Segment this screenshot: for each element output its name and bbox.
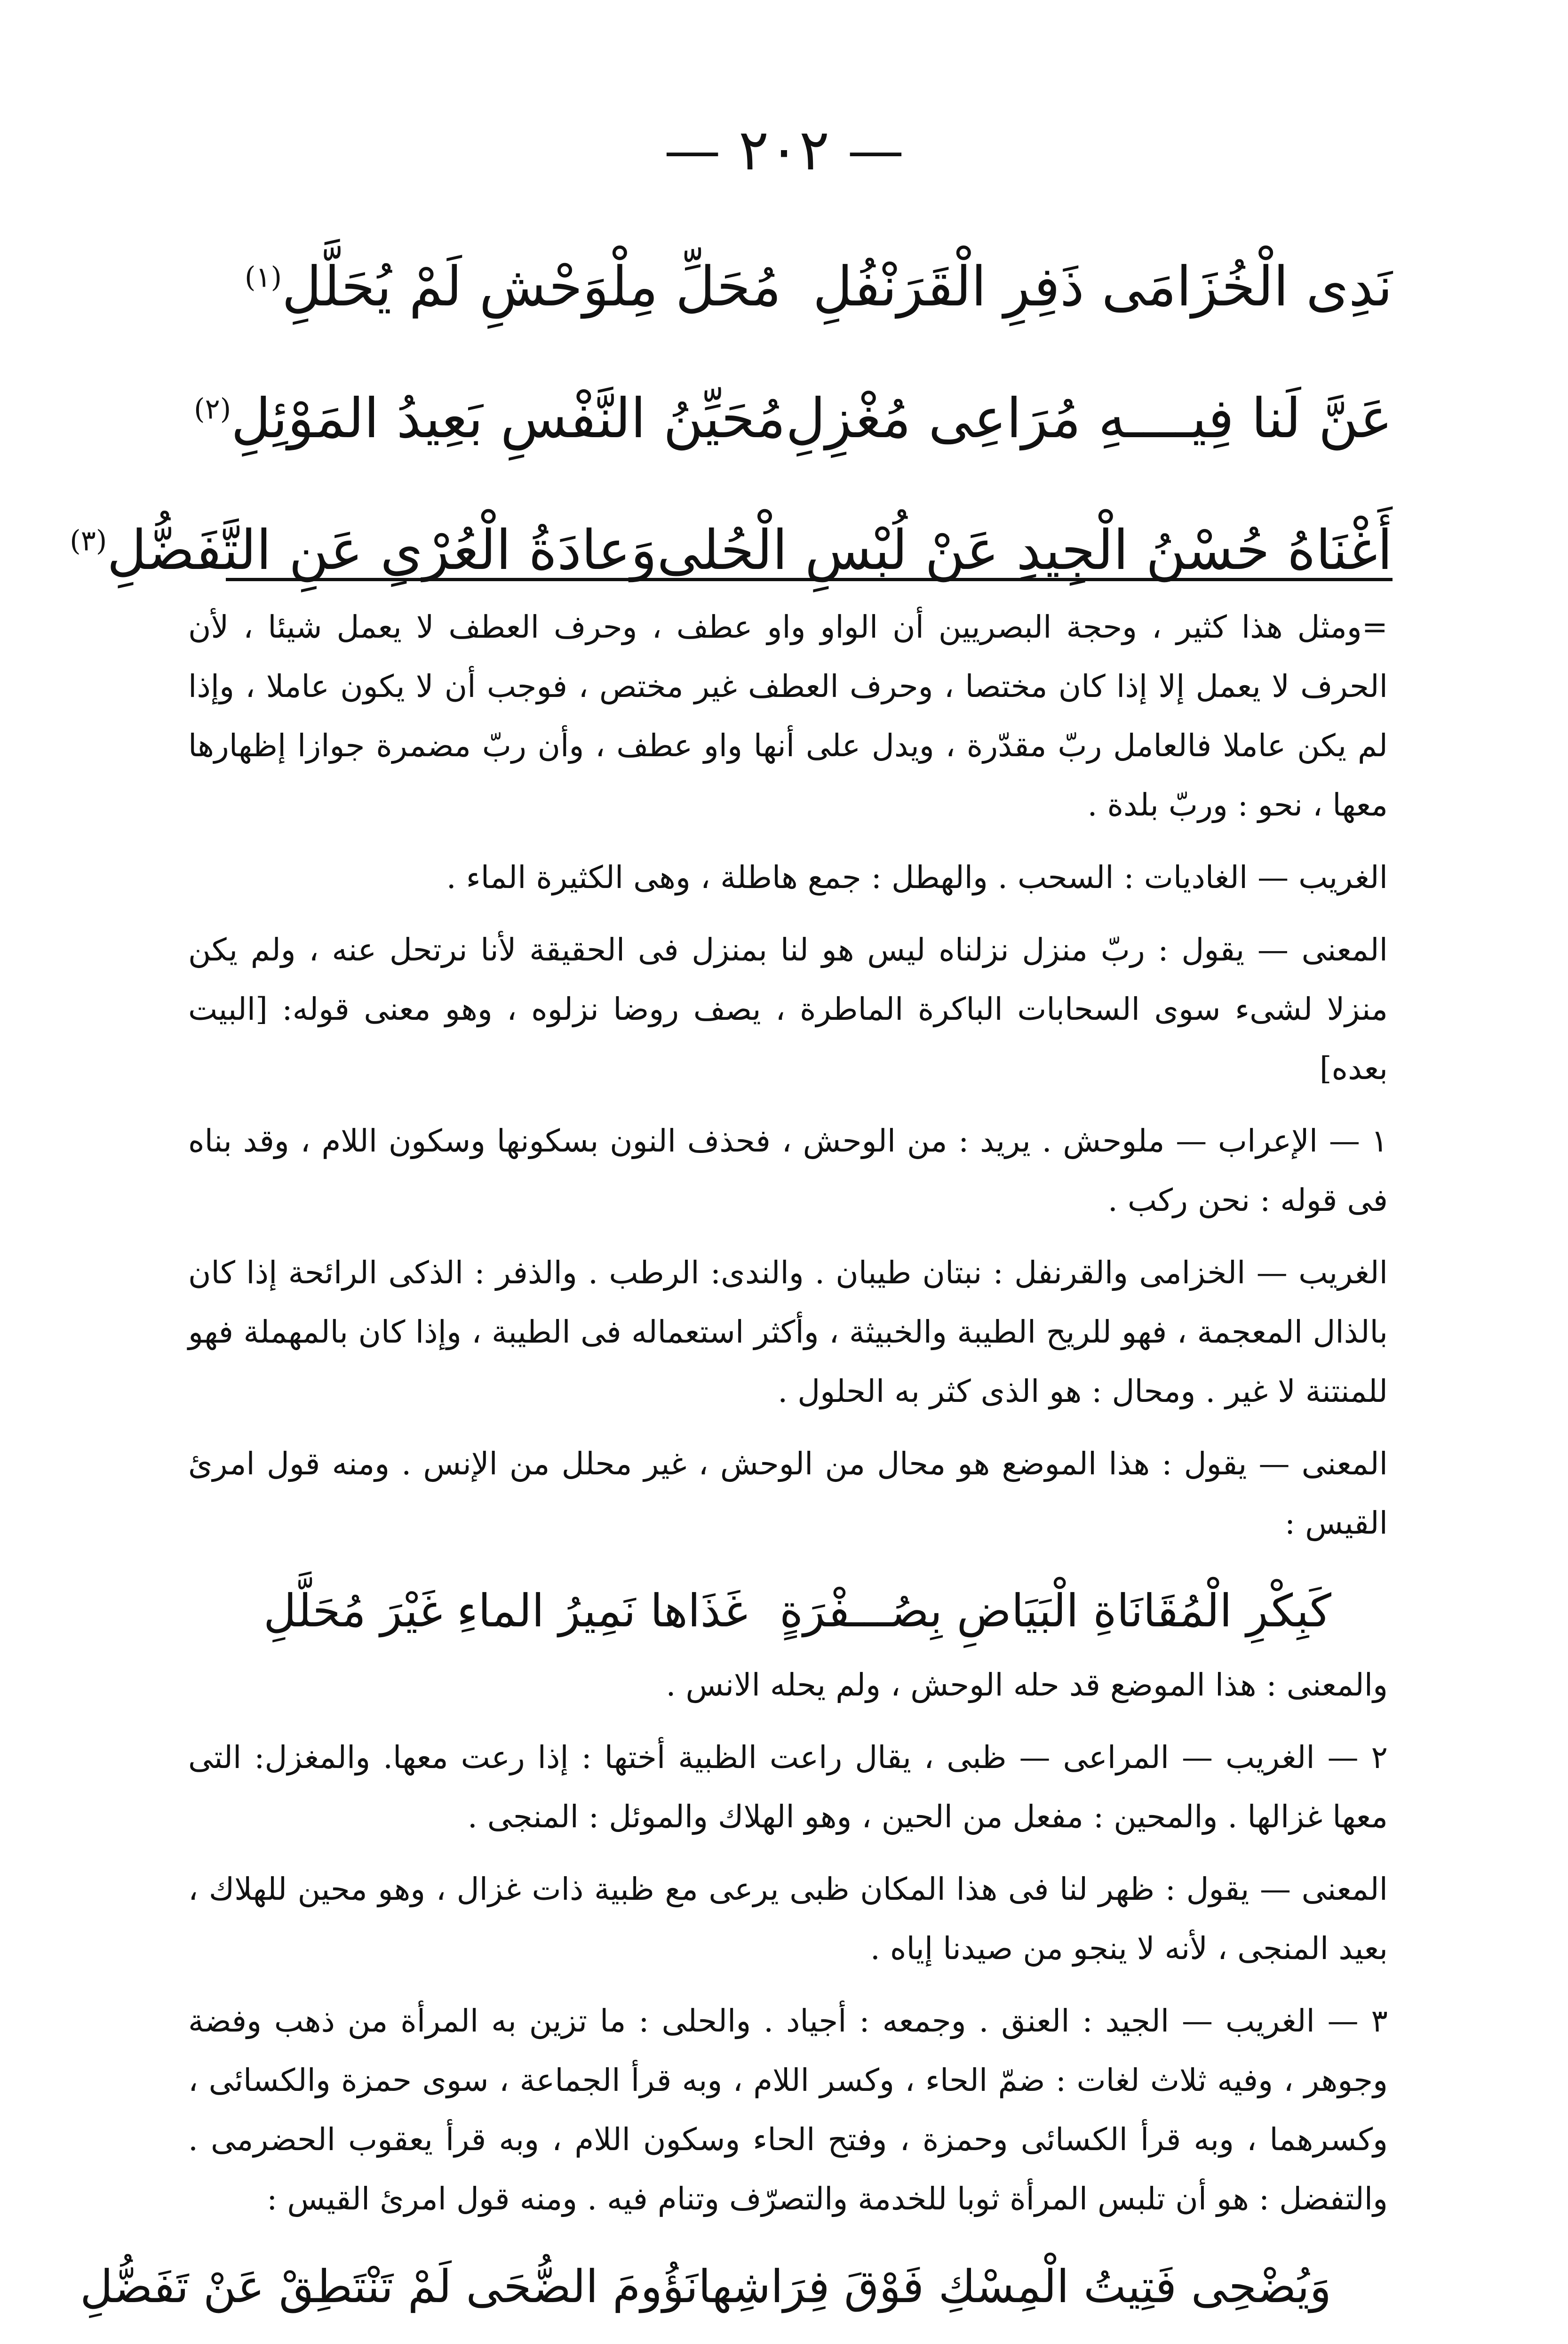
verse-3-first-hemistich: أَغْنَاهُ حُسْنُ الْجِيدِ عَنْ لُبْسِ الْحُلى bbox=[657, 519, 1393, 583]
verse-2-second-hemistich-wrap bbox=[194, 386, 786, 451]
page-number: — ٢٠٢ — bbox=[664, 118, 904, 183]
commentary bbox=[80, 598, 1388, 2331]
verse-3 bbox=[70, 485, 1393, 616]
commentary-paragraph: =ومثل هذا كثير ، وحجة البصريين أن الواو واو عطف ، وحرف العطف لا يعمل شيئا ، لأن الحرف لا يعمل إلا إذا كان مختصا ، وحرف العطف غير مختص ، فوجب أن لا يكون عاملا ، وإذا لم يكن عاملا فالعامل ربّ مقدّرة ، ويدل على أنها واو عطف ، وأن ربّ مضمرة جوازا إظهارها معها ، نحو : وربّ بلدة . bbox=[188, 609, 1388, 823]
commentary-paragraph: ١ — الإعراب — ملوحش . يريد : من الوحش ، فحذف النون بسكونها وسكون اللام ، وقد بناه فى قوله : نحن ركب . bbox=[188, 1123, 1388, 1218]
footnote-divider bbox=[226, 578, 1393, 581]
verse-1-second-hemistich-wrap bbox=[245, 254, 781, 320]
verse-1-second-hemistich: مُحَلِّ مِلْوَحْشِ لَمْ يُحَلَّلِ bbox=[282, 255, 781, 319]
quoted-verse-2-second-hemistich: نَؤُومَ الضُّحَى لَمْ تَنْتَطِقْ عَنْ تَفَضُّلِ bbox=[80, 2260, 699, 2313]
footnote-marker-2: (٢) bbox=[194, 392, 231, 426]
commentary-paragraph: الغريب — الغاديات : السحب . والهطل : جمع هاطلة ، وهى الكثيرة الماء . bbox=[446, 859, 1388, 896]
commentary-paragraph: المعنى — يقول : هذا الموضع هو محال من الوحش ، غير محلل من الإنس . ومنه قول امرئ القيس : bbox=[188, 1446, 1388, 1541]
footnote-marker-3: (٣) bbox=[70, 524, 107, 558]
quoted-verse-1-second-hemistich: غَذَاها نَمِيرُ الماءِ غَيْرَ مُحَلَّلِ bbox=[263, 1584, 748, 1637]
commentary-paragraph: المعنى — يقول : ظهر لنا فى هذا المكان ظبى يرعى مع ظبية ذات غزال ، وهو محين للهلاك ، بعيد المنجى ، لأنه لا ينجو من صيدنا إياه . bbox=[188, 1871, 1388, 1967]
verse-1 bbox=[245, 221, 1393, 353]
commentary-paragraph: ٣ — الغريب — الجيد : العنق . وجمعه : أجياد . والحلى : ما تزين به المرأة من ذهب وفضة وجوهر ، وفيه ثلاث لغات : ضمّ الحاء ، وكسر اللام ، وبه قرأ الجماعة ، سوى حمزة والكسائى ، وكسرهما ، وبه قرأ الكسائى وحمزة ، وفتح الحاء وسكون اللام ، وبه قرأ يعقوب الحضرمى . والتفضل : هو أن تلبس المرأة ثوبا للخدمة والتصرّف وتنام فيه . ومنه قول امرئ القيس : bbox=[188, 2003, 1388, 2217]
verse-2-second-hemistich: مُحَيِّنُ النَّفْسِ بَعِيدُ المَوْئِلِ bbox=[231, 387, 786, 451]
verse-3-second-hemistich: وَعادَةُ الْعُرْىِ عَنِ التَّفَضُّلِ bbox=[107, 519, 657, 583]
commentary-paragraph: والمعنى : هذا الموضع قد حله الوحش ، ولم يحله الانس . bbox=[666, 1667, 1388, 1703]
verse-1-first-hemistich: نَدِى الْخُزَامَى ذَفِرِ الْقَرَنْفُلِ bbox=[812, 255, 1393, 319]
verse-2-first-hemistich: عَنَّ لَنا فِيــــهِ مُرَاعِى مُغْزِلِ bbox=[786, 387, 1393, 451]
quoted-verse-1 bbox=[188, 1566, 1388, 1656]
quoted-verse-2 bbox=[80, 2242, 1388, 2331]
quoted-verse-1-first-hemistich: كَبِكْرِ الْمُقَانَاةِ الْبَيَاضِ بِصُـــفْرَةٍ bbox=[779, 1584, 1331, 1637]
commentary-paragraph: ٢ — الغريب — المراعى — ظبى ، يقال راعت الظبية أختها : إذا رعت معها. والمغزل: التى معها غزالها . والمحين : مفعل من الحين ، وهو الهلاك والموئل : المنجى . bbox=[188, 1739, 1388, 1835]
quoted-verse-2-first-hemistich: وَيُضْحِى فَتِيتُ الْمِسْكِ فَوْقَ فِرَاشِها bbox=[698, 2260, 1331, 2313]
footnote-marker-1: (١) bbox=[245, 261, 282, 294]
commentary-paragraph: الغريب — الخزامى والقرنفل : نبتان طيبان . والندى: الرطب . والذفر : الذكى الرائحة إذا كان بالذال المعجمة ، فهو للريح الطيبة والخبيثة ، وأكثر استعماله فى الطيبة ، وإذا كان بالمهملة فهو للمنتنة لا غير . ومحال : هو الذى كثر به الحلول . bbox=[188, 1255, 1388, 1409]
verse-3-second-hemistich-wrap bbox=[70, 518, 657, 583]
poem bbox=[70, 221, 1393, 616]
commentary-paragraph: المعنى — يقول : ربّ منزل نزلناه ليس هو لنا بمنزل فى الحقيقة لأنا نرتحل عنه ، ولم يكن منزلا لشىء سوى السحابات الباكرة الماطرة ، يصف روضا نزلوه ، وهو معنى قوله: [البيت بعده] bbox=[188, 932, 1388, 1087]
verse-2 bbox=[194, 353, 1393, 485]
